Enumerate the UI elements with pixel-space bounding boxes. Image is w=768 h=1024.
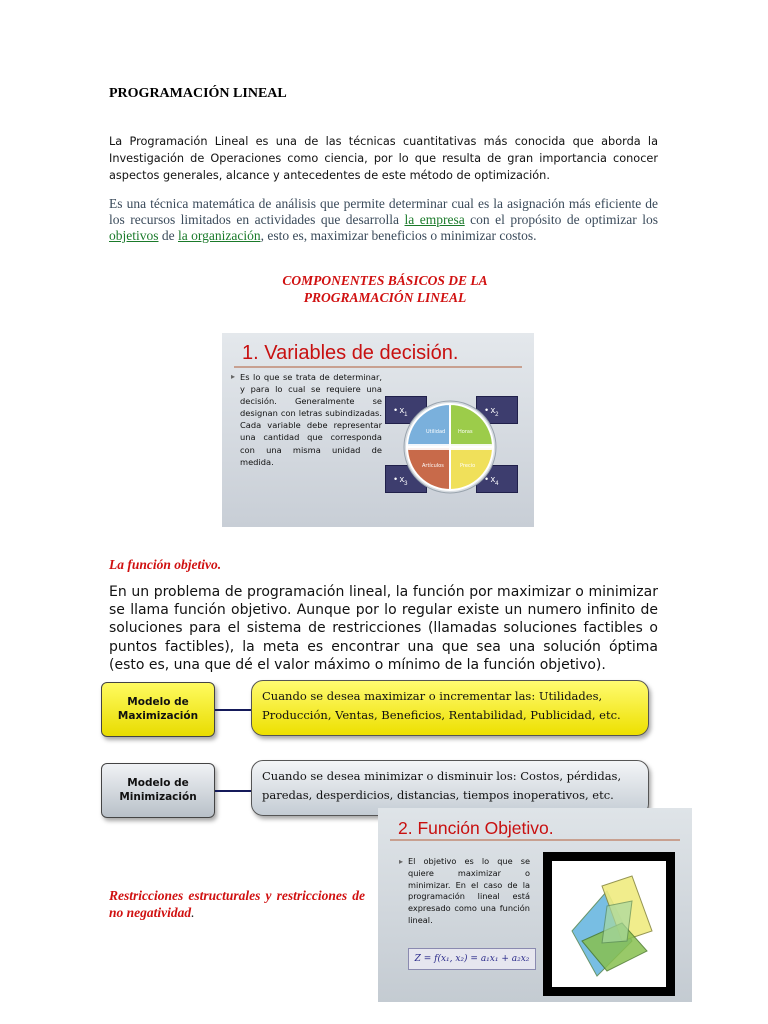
link-la-organizacion[interactable]: la organización xyxy=(178,228,261,243)
decision-wheel-diagram xyxy=(402,399,498,495)
section-heading: COMPONENTES BÁSICOS DE LA PROGRAMACIÓN LINEAL xyxy=(282,273,488,305)
slide-bullet-text: El objetivo es lo que se quiere maximizar o minimizar. En el caso de la programación lineal está expresado como una función lineal. xyxy=(408,856,530,925)
slide-bullet-text: Es lo que se trata de determinar, y para lo cual se requiere una decisión. Generalmente se designan con letras subindizadas. Cada variable debe representar una cantidad que corresponda con una misma unidad de medida. xyxy=(240,372,382,467)
link-la-empresa[interactable]: la empresa xyxy=(404,212,465,227)
funcion-objetivo-paragraph: En un problema de programación lineal, la función por maximizar o minimizar se llama función objetivo. Aunque por lo regular existe un numero infinito de soluciones para el sistema de restricciones (llamadas soluciones factibles o puntos factibles), la meta es encontrar una que sea una solución óptima (esto es, una que dé el valor máximo o mínimo de la función objetivo). xyxy=(109,584,658,673)
svg-text:Horas: Horas xyxy=(458,429,473,435)
modelo-maximizacion-box: Modelo de Maximización xyxy=(101,682,215,737)
slide-divider xyxy=(234,366,522,368)
modelo-minimizacion-box: Modelo de Minimización xyxy=(101,763,215,818)
polyhedron-image-frame xyxy=(543,852,675,996)
definition-text-d: , esto es, maximizar beneficios o minimizar costos. xyxy=(260,228,537,243)
slide-variables-decision xyxy=(222,333,534,527)
wheel-segment-horas xyxy=(450,404,493,447)
link-objetivos[interactable]: objetivos xyxy=(109,228,159,243)
svg-text:Precio: Precio xyxy=(460,463,476,469)
variable-box: • $x_2$ xyxy=(476,396,518,424)
definition-text-a: Es una técnica matemática de análisis que permite determinar cual es la asignación más eficiente de los recursos limitados en actividades que desarrolla xyxy=(109,196,658,227)
slide-title: 2. Función Objetivo. xyxy=(398,818,554,838)
definition-text-b: con el propósito de optimizar los xyxy=(464,212,659,227)
intro-paragraph: La Programación Lineal es una de las técnicas cuantitativas más conocida que aborda la Investigación de Operaciones como ciencia, por lo que resulta de gran importancia conocer aspectos generales, alcance y antecedentes de este método de optimización. xyxy=(109,135,658,182)
polyhedron-icon xyxy=(552,861,666,987)
slide-funcion-objetivo xyxy=(378,808,692,1002)
connector-line xyxy=(215,790,251,792)
slide-divider xyxy=(390,839,680,841)
svg-text:Utilidad: Utilidad xyxy=(426,429,446,435)
definition-paragraph xyxy=(109,196,658,244)
maximizacion-description: Cuando se desea maximizar o incrementar las: Utilidades, Producción, Ventas, Beneficios, Rentabilidad, Publicidad, etc. xyxy=(251,680,649,736)
objective-formula: Z = f(x₁, x₂) = a₁x₁ + a₂x₂ xyxy=(408,948,536,970)
svg-text:Artículos: Artículos xyxy=(422,463,444,469)
variable-box: • $x_4$ xyxy=(476,465,518,493)
funcion-objetivo-heading: La función objetivo. xyxy=(109,557,222,572)
minimizacion-description: Cuando se desea minimizar o disminuir los: Costos, pérdidas, paredas, desperdicios, distancias, tiempos inoperativos, etc. xyxy=(251,760,649,816)
restricciones-heading: Restricciones estructurales y restricciones de no negatividad. xyxy=(109,888,365,920)
variable-box: • $x_1$ xyxy=(385,396,427,424)
bullet-arrow-icon: ▸ xyxy=(399,857,404,866)
page-title: PROGRAMACIÓN LINEAL xyxy=(109,86,287,101)
variable-box: • $x_3$ xyxy=(385,465,427,493)
bullet-arrow-icon: ▸ xyxy=(231,372,236,381)
wheel-segment-utilidad xyxy=(407,404,450,447)
definition-text-c: de xyxy=(158,228,178,243)
slide-bullet xyxy=(399,856,530,927)
connector-line xyxy=(215,709,251,711)
slide-title: 1. Variables de decisión. xyxy=(242,342,459,364)
slide-bullet xyxy=(231,371,382,468)
